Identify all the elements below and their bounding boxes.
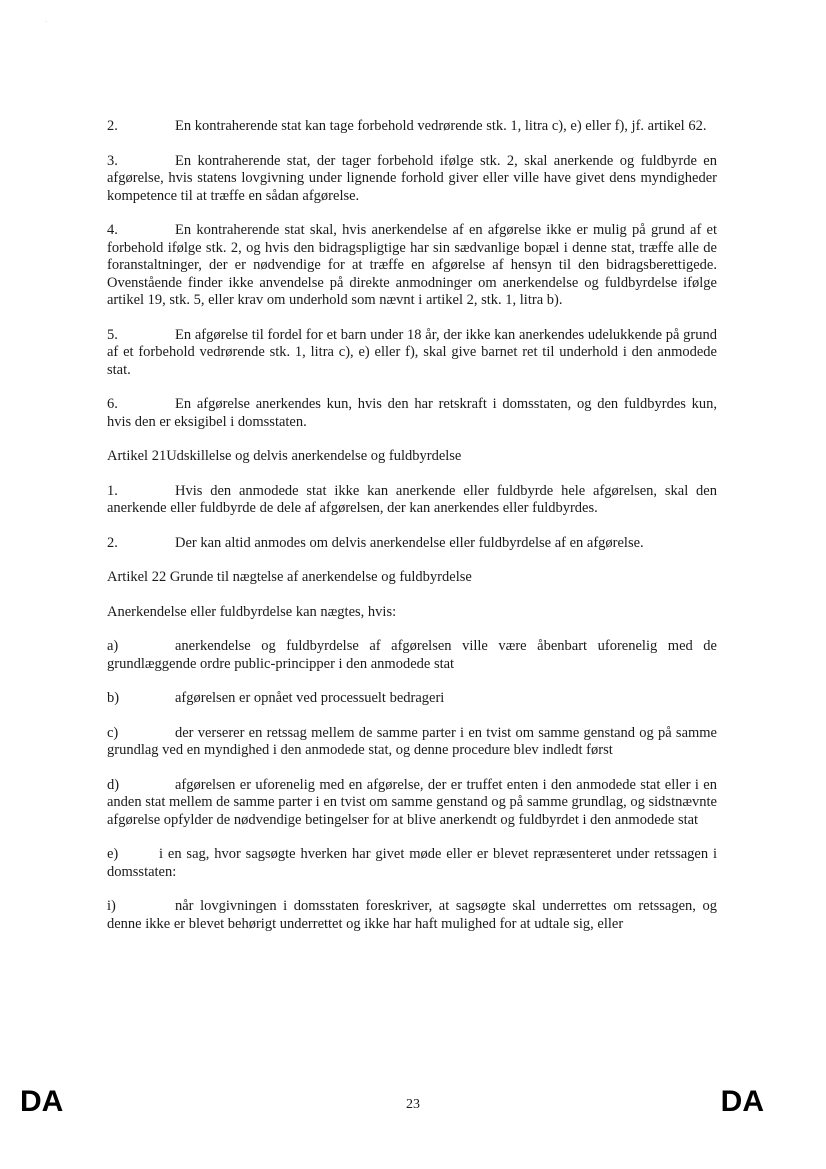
- document-body: [107, 118, 717, 950]
- list-text: afgørelsen er uforenelig med en afgørelse, der er truffet enten i den anmodede stat eller i en anden stat mellem de samme parter i en tvist om samme genstand og på samme grundlag, og sidstnævnte afgørelse opfylder de nødvendige betingelser for at blive anerkendt og fuldbyrdet i den anmodede stat: [107, 776, 717, 828]
- list-text: der verserer en retssag mellem de samme parter i en tvist om samme genstand og på samme grundlag ved en myndighed i den anmodede stat, og denne procedure blev indledt først: [107, 724, 717, 758]
- paragraph-text: Der kan altid anmodes om delvis anerkendelse eller fuldbyrdelse af en afgørelse.: [175, 534, 644, 551]
- paragraph-2: [107, 118, 717, 136]
- paragraph-number: 6.: [107, 396, 118, 412]
- article-21-heading: Artikel 21Udskillelse og delvis anerkendelse og fuldbyrdelse: [107, 448, 462, 464]
- list-text: afgørelsen er opnået ved processuelt bedrageri: [175, 690, 445, 706]
- list-text: i en sag, hvor sagsøgte hverken har givet møde eller er blevet repræsenteret under retssagen i domsstaten:: [107, 846, 717, 880]
- paragraph-text: Hvis den anmodede stat ikke kan anerkende eller fuldbyrde hele afgørelsen, skal den anerkende eller fuldbyrde de dele af afgørelsen, der kan anerkendes eller fuldbyrdes.: [107, 482, 717, 516]
- language-code-left: DA: [20, 1085, 64, 1118]
- list-label: c): [107, 724, 119, 741]
- corner-mark: ·: [45, 18, 48, 26]
- paragraph-5: [107, 327, 717, 380]
- paragraph-4: [107, 222, 717, 310]
- list-item-i: [107, 898, 717, 933]
- paragraph-number: 3.: [107, 152, 118, 169]
- paragraph-number: 4.: [107, 222, 118, 238]
- article-22-intro: Anerkendelse eller fuldbyrdelse kan nægtes, hvis:: [107, 603, 397, 620]
- paragraph-3: [107, 153, 717, 206]
- list-text: anerkendelse og fuldbyrdelse af afgørelsen ville være åbenbart uforenelig med de grundlæggende ordre public-principper i den anmodede stat: [107, 638, 717, 672]
- paragraph-number: 5.: [107, 326, 118, 343]
- list-label: a): [107, 638, 119, 654]
- list-item-a: [107, 638, 717, 673]
- list-text: når lovgivningen i domsstaten foreskriver, at sagsøgte skal underrettes om retssagen, og denne ikke er blevet behørigt underrettet og ikke har haft mulighed for at udtale sig, eller: [107, 898, 717, 932]
- paragraph-number: 2.: [107, 118, 118, 134]
- paragraph-text: En kontraherende stat kan tage forbehold vedrørende stk. 1, litra c), e) eller f), jf. artikel 62.: [175, 118, 707, 134]
- list-label: i): [107, 898, 116, 914]
- article-21-paragraph-1: [107, 483, 717, 518]
- language-code-right: DA: [720, 1085, 764, 1118]
- list-label: d): [107, 776, 120, 793]
- list-item-b: [107, 690, 717, 708]
- paragraph-number: 1.: [107, 482, 118, 499]
- list-label: e): [107, 846, 119, 862]
- paragraph-6: [107, 396, 717, 431]
- list-item-d: [107, 777, 717, 830]
- paragraph-text: En afgørelse til fordel for et barn under 18 år, der ikke kan anerkendes udelukkende på grund af et forbehold vedrørende stk. 1, litra c), e) eller f), skal give barnet ret til underhold i den anmodede stat.: [107, 326, 717, 378]
- list-item-e: [107, 846, 717, 881]
- paragraph-number: 2.: [107, 534, 118, 551]
- article-21-paragraph-2: [107, 535, 717, 553]
- paragraph-text: En kontraherende stat skal, hvis anerkendelse af en afgørelse ikke er mulig på grund af et forbehold ifølge stk. 2, og hvis den bidragspligtige har sin sædvanlige bopæl i denne stat, træffe alle de foranstaltninger, der er nødvendige for at træffe en afgørelse af hensyn til den bidragsberettigede. Ovenstående finder ikke anvendelse på direkte anmodninger om anerkendelse og fuldbyrdelse ifølge artikel 19, stk. 5, eller krav om underhold som nævnt i artikel 2, stk. 1, litra b).: [107, 222, 717, 308]
- article-22-heading: Artikel 22 Grunde til nægtelse af anerkendelse og fuldbyrdelse: [107, 569, 472, 585]
- paragraph-text: En afgørelse anerkendes kun, hvis den har retskraft i domsstaten, og den fuldbyrdes kun, hvis den er eksigibel i domsstaten.: [107, 396, 717, 430]
- paragraph-text: En kontraherende stat, der tager forbehold ifølge stk. 2, skal anerkende og fuldbyrde en afgørelse, hvis statens lovgivning under lignende forhold giver eller ville have givet dens myndigheder kompetence til at træffe en sådan afgørelse.: [107, 152, 717, 204]
- list-item-c: [107, 725, 717, 760]
- list-label: b): [107, 690, 120, 706]
- page-number: 23: [406, 1097, 420, 1112]
